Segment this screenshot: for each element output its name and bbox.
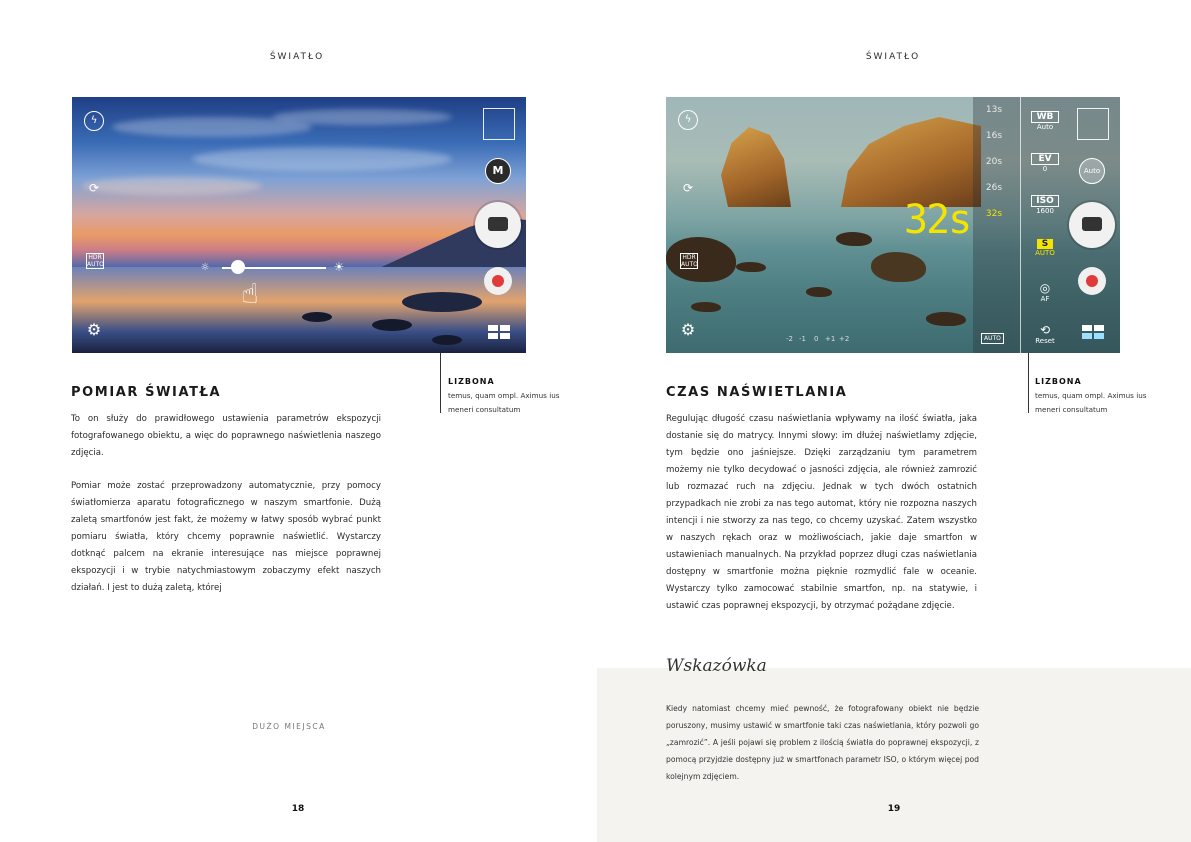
page-number-right: 19 [887,804,901,814]
heading-right: CZAS NAŚWIETLANIA [666,385,848,400]
paragraph: Regulując długość czasu naświetlania wpływamy na ilość światła, jaka dostanie się do matrycy. Innymi słowy: im dłużej naświetlamy zdjęcie, tym będzie ono jaśniejsze. Dzięki zarządzaniu tym parametrem możemy nie tylko decydować o jasności zdjęcia, ale również zamrozić lub rozmazać ruch na zdjęciu. Jednak w tych dwóch ostatnich przypadkach nie zrobi za nas tego automat, który nie rozpozna naszych intencji i nie stworzy za nas tego, co chcemy uzyskać. Zatem wszystko w naszych rękach oraz w możliwościach, jakie daje smartfon w ustawieniach manualnych. Na przykład poprzez długi czas naświetlania dostępny w smartfonie można pięknie rozmydlić fale w oceanie. Wystarczy tylko zamocować stabilnie smartfon, np. na statywie, i ustawić czas poprawnej ekspozycji, by otrzymać pożądane zdjęcie. [666,414,977,611]
last-photo-thumbnail[interactable] [483,108,515,140]
brightness-low-icon: ☼ [200,262,210,273]
hdr-icon[interactable]: HDR AUTO [681,254,698,268]
switch-camera-icon[interactable]: ⟳ [88,181,100,195]
flash-auto-icon[interactable]: ϟ [678,110,698,130]
focus-icon: ◎ [1039,281,1051,295]
brightness-high-icon: ☀ [333,260,345,274]
tip-text: Kiedy natomiast chcemy mieć pewność, że fotografowany obiekt nie będzie poruszony, musimy ustawić w smartfonie taki czas naświetlania, który pozwoli go „zamrozić”. A jeśli pojawi się problem z ilością światła do poprawnej ekspozycji, z pomocą przyjdzie dostępny już w smartfonach parametr ISO, o którym więcej pod kolejnym zdjęciem. [666,704,979,781]
section-title-left: ŚWIATŁO [269,52,325,62]
body-left [71,411,381,613]
reset-button[interactable]: ⟲ Reset [1031,323,1059,345]
wb-mode[interactable]: WB Auto [1031,111,1059,131]
exposure-slider-handle[interactable] [231,260,245,274]
heading-left: POMIAR ŚWIATŁA [71,385,222,400]
shutter-button[interactable] [1069,202,1115,248]
seascape-photo[interactable] [666,97,1120,353]
shutter-speed-mode[interactable]: S AUTO [1035,239,1055,257]
record-button[interactable] [1078,267,1106,295]
reset-icon: ⟲ [1039,323,1051,337]
exposure-time-option[interactable]: 20s [985,157,1003,167]
hdr-icon[interactable]: HDR AUTO [87,254,104,268]
record-button[interactable] [484,267,512,295]
shutter-camera-icon [488,217,508,231]
exposure-time-list[interactable] [979,97,1009,227]
settings-gear-icon[interactable]: ⚙ [86,320,102,339]
switch-camera-icon[interactable]: ⟳ [682,181,694,195]
caption-text-right: temus, quam ompl. Aximus ius meneri consultatum [1035,391,1147,414]
paragraph: Pomiar może zostać przeprowadzony automatycznie, przy pomocy światłomierza aparatu fotograficznego w naszym smartfonie. Dużą zaletą smartfonów jest fakt, że możemy w łatwy sposób wybrać punkt pomiaru światła, który chcemy poprawnie naświetlić. Wystarczy dotknąć palcem na ekranie interesujące nas miejsce poprawnej ekspozycji i w trybie natychmiastowym zobaczymy efekt naszych działań. I jest to dużą zaletą, której [71,481,381,593]
tip-title: Wskazówka [666,656,767,676]
caption-title-right: LIZBONA [1035,377,1082,386]
ev-scale-label: +2 [839,335,850,343]
settings-gear-icon[interactable]: ⚙ [680,320,696,339]
page-number-left: 18 [291,804,305,814]
footer-note: DUŻO MIEJSCA [252,722,326,731]
paragraph: To on służy do prawidłowego ustawienia parametrów ekspozycji fotografowanego obiektu, a więc do poprawnego naświetlenia naszego zdjęcia. [71,414,381,458]
exposure-time-option[interactable]: 13s [985,105,1003,115]
ev-scale-label: -1 [799,335,806,343]
ev-scale-label: +1 [825,335,836,343]
manual-mode-button[interactable]: M [485,158,511,184]
shutter-button[interactable] [475,202,521,248]
auto-small-button[interactable]: AUTO [981,333,1004,344]
caption-line-right [1028,353,1029,413]
exposure-time-option-selected[interactable]: 32s [985,209,1003,219]
ev-mode[interactable]: EV 0 [1031,153,1059,173]
af-mode[interactable]: ◎ AF [1031,281,1059,303]
exposure-time-display: 32s [904,197,971,243]
ev-scale-label: 0 [814,335,819,343]
gallery-grid-icon[interactable] [1082,325,1104,339]
exposure-time-option[interactable]: 26s [985,183,1003,193]
caption-title-left: LIZBONA [448,377,495,386]
last-photo-thumbnail[interactable] [1077,108,1109,140]
ev-scale-label: -2 [786,335,793,343]
body-right [666,411,977,631]
exposure-time-option[interactable]: 16s [985,131,1003,141]
exposure-scale-line [1020,97,1021,353]
caption-text-left: temus, quam ompl. Aximus ius meneri consultatum [448,391,560,414]
touch-hand-icon: ☝ [241,277,259,310]
gallery-grid-icon[interactable] [488,325,510,339]
sunset-photo[interactable] [72,97,526,353]
iso-mode[interactable]: ISO 1600 [1031,195,1059,215]
section-title-right: ŚWIATŁO [865,52,921,62]
shutter-camera-icon [1082,217,1102,231]
caption-line-left [440,353,441,413]
auto-button[interactable]: Auto [1079,158,1105,184]
flash-auto-icon[interactable]: ϟ [84,111,104,131]
